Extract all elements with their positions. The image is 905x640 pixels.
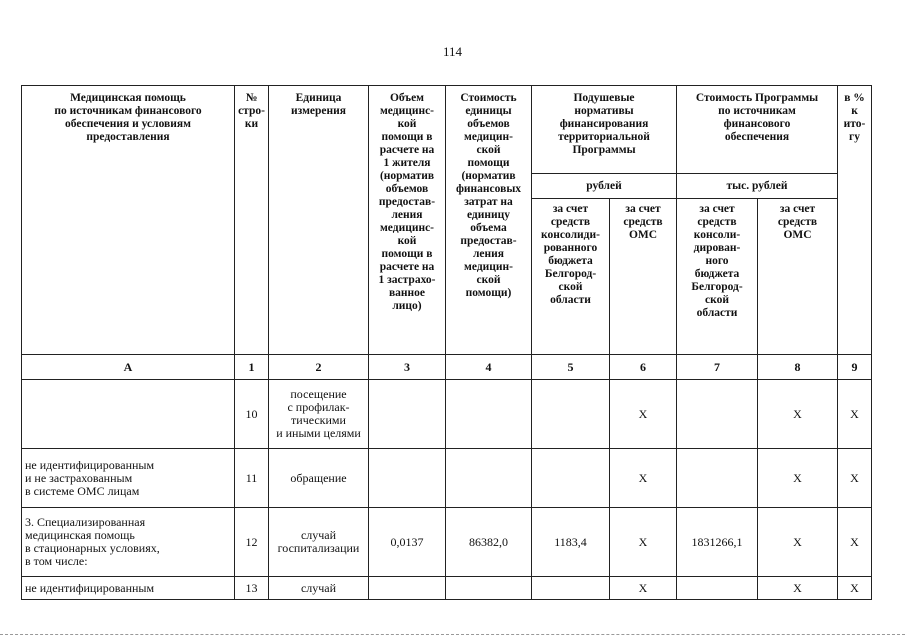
row-line-number: 13 — [235, 577, 269, 600]
column-number: 3 — [369, 355, 446, 380]
column-number: 5 — [532, 355, 610, 380]
row-percent: X — [838, 577, 872, 600]
row-unit: обращение — [269, 449, 369, 508]
table-row — [22, 449, 872, 508]
row-budget-per-capita: 1183,4 — [532, 508, 610, 577]
page-bottom-edge — [0, 634, 905, 635]
column-number: 7 — [677, 355, 758, 380]
column-number: 8 — [758, 355, 838, 380]
header-budget-per-capita: за счет средств консолиди- рованного бюджета Белгород- ской области — [532, 199, 610, 355]
row-percent: X — [838, 380, 872, 449]
header-budget-cost: за счет средств консоли- дирован- ного бюджета Белгород- ской области — [677, 199, 758, 355]
row-volume — [369, 577, 446, 600]
header-unit-rubles: рублей — [532, 174, 677, 199]
table-row — [22, 508, 872, 577]
row-percent: X — [838, 449, 872, 508]
row-line-number: 10 — [235, 380, 269, 449]
row-budget-cost — [677, 380, 758, 449]
row-oms-cost: X — [758, 508, 838, 577]
row-label: 3. Специализированная медицинская помощь в стационарных условиях, в том числе: — [22, 508, 235, 577]
row-label — [22, 380, 235, 449]
header-oms-per-capita: за счет средств ОМС — [610, 199, 677, 355]
header-unit-cost: Стоимость единицы объемов медицин- ской помощи (норматив финансовых затрат на единицу объема предостав- ления медицин- ской помощи) — [446, 86, 532, 355]
row-budget-cost — [677, 449, 758, 508]
row-unit-cost: 86382,0 — [446, 508, 532, 577]
page-number: 114 — [442, 44, 463, 59]
header-program-cost-group: Стоимость Программы по источникам финансового обеспечения — [677, 86, 838, 174]
row-budget-per-capita — [532, 577, 610, 600]
column-number: 1 — [235, 355, 269, 380]
row-label: не идентифицированным — [22, 577, 235, 600]
row-budget-cost: 1831266,1 — [677, 508, 758, 577]
column-number: 6 — [610, 355, 677, 380]
row-budget-per-capita — [532, 380, 610, 449]
header-oms-cost: за счет средств ОМС — [758, 199, 838, 355]
row-budget-per-capita — [532, 449, 610, 508]
row-oms-per-capita: X — [610, 449, 677, 508]
table-row — [22, 577, 872, 600]
row-oms-cost: X — [758, 380, 838, 449]
column-number: 4 — [446, 355, 532, 380]
table-header — [22, 86, 872, 355]
table-row — [22, 380, 872, 449]
header-per-capita-group: Подушевые нормативы финансирования территориальной Программы — [532, 86, 677, 174]
row-unit: случай госпитализации — [269, 508, 369, 577]
row-unit: посещение с профилак- тическими и иными целями — [269, 380, 369, 449]
row-oms-cost: X — [758, 449, 838, 508]
row-volume — [369, 449, 446, 508]
row-unit: случай — [269, 577, 369, 600]
financing-table — [21, 85, 872, 600]
header-line-number: № стро- ки — [235, 86, 269, 355]
header-care-type: Медицинская помощь по источникам финансового обеспечения и условиям предоставления — [22, 86, 235, 355]
column-number: А — [22, 355, 235, 380]
row-volume: 0,0137 — [369, 508, 446, 577]
row-percent: X — [838, 508, 872, 577]
header-unit-thousand-rubles: тыс. рублей — [677, 174, 838, 199]
header-volume: Объем медицинс- кой помощи в расчете на 1 жителя (норматив объемов предостав- ления медицинс- кой помощи в расчете на 1 застрахо- ванное лицо) — [369, 86, 446, 355]
row-budget-cost — [677, 577, 758, 600]
header-percent: в % к ито- гу — [838, 86, 872, 355]
row-volume — [369, 380, 446, 449]
row-line-number: 12 — [235, 508, 269, 577]
row-line-number: 11 — [235, 449, 269, 508]
header-unit: Единица измерения — [269, 86, 369, 355]
row-oms-per-capita: X — [610, 508, 677, 577]
column-number: 2 — [269, 355, 369, 380]
row-label: не идентифицированным и не застрахованным в системе ОМС лицам — [22, 449, 235, 508]
row-oms-per-capita: X — [610, 577, 677, 600]
row-oms-cost: X — [758, 577, 838, 600]
column-number-row — [22, 355, 872, 380]
row-unit-cost — [446, 577, 532, 600]
row-unit-cost — [446, 380, 532, 449]
column-number: 9 — [838, 355, 872, 380]
row-oms-per-capita: X — [610, 380, 677, 449]
row-unit-cost — [446, 449, 532, 508]
